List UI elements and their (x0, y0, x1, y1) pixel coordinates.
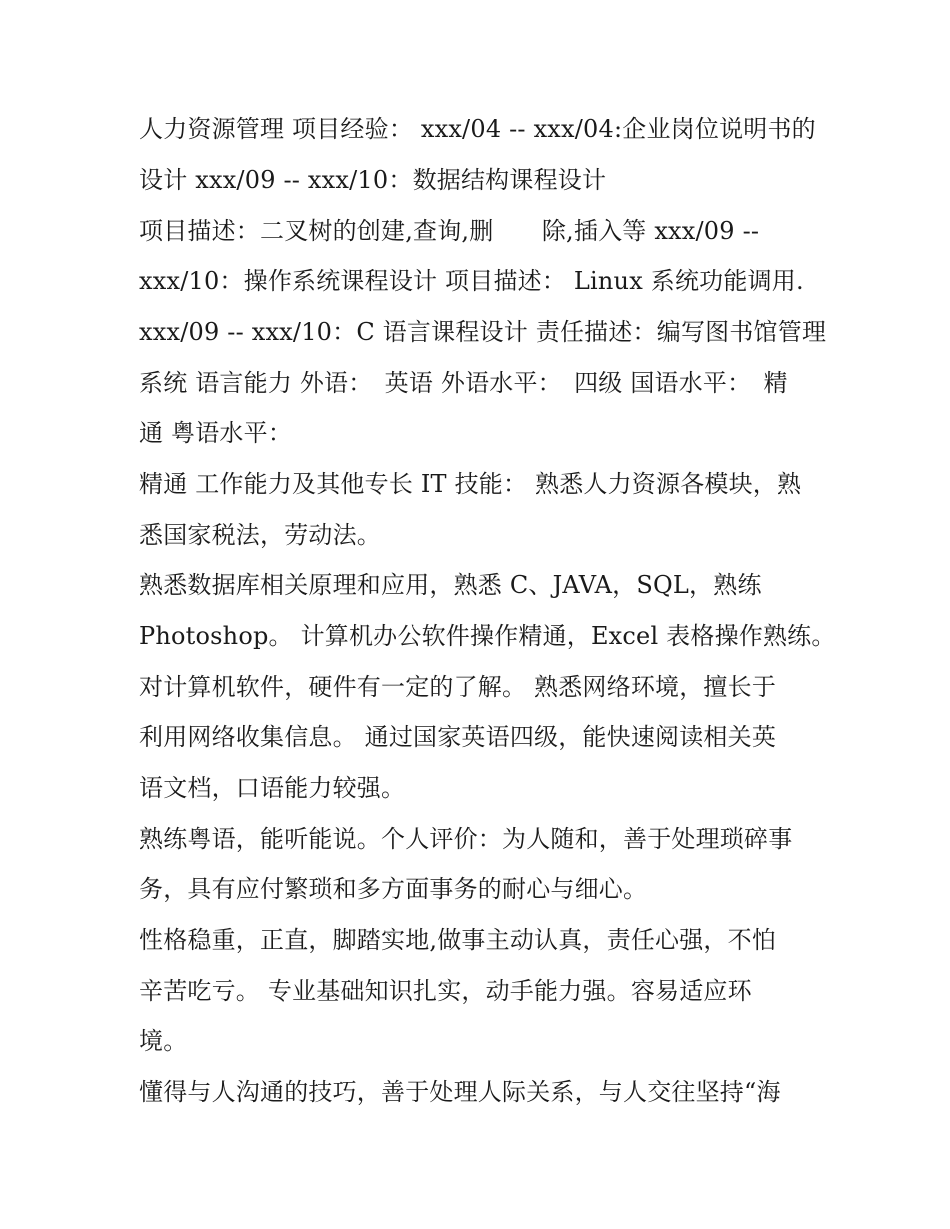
text-line: 对计算机软件，硬件有一定的了解。 熟悉网络环境，擅长于 (139, 673, 777, 701)
text-line: xxx/09 -- xxx/10：C 语言课程设计 责任描述：编写图书馆管理 (139, 318, 827, 346)
text-line: 悉国家税法，劳动法。 (139, 521, 381, 549)
text-line: 语文档，口语能力较强。 (139, 774, 406, 802)
text-line: 性格稳重，正直，脚踏实地,做事主动认真，责任心强，不怕 (139, 926, 777, 954)
text-line: 通 粤语水平： (139, 419, 293, 447)
text-line: 系统 语言能力 外语： 英语 外语水平： 四级 国语水平： 精 (139, 369, 788, 397)
text-line: 辛苦吃亏。 专业基础知识扎实，动手能力强。容易适应环 (139, 977, 752, 1005)
text-line: 人力资源管理 项目经验： xxx/04 -- xxx/04:企业岗位说明书的 (139, 115, 816, 143)
text-line: 务，具有应付繁琐和多方面事务的耐心与细心。 (139, 875, 648, 903)
text-line: xxx/10：操作系统课程设计 项目描述： Linux 系统功能调用. (139, 267, 804, 295)
text-line: 设计 xxx/09 -- xxx/10：数据结构课程设计 (139, 166, 607, 194)
text-line: 项目描述：二叉树的创建,查询,删 除,插入等 xxx/09 -- (139, 217, 760, 245)
text-line: 熟悉数据库相关原理和应用，熟悉 C、JAVA，SQL，熟练 (139, 571, 762, 599)
text-line: 懂得与人沟通的技巧，善于处理人际关系，与人交往坚持“海 (139, 1078, 781, 1106)
text-line: 精通 工作能力及其他专长 IT 技能： 熟悉人力资源各模块，熟 (139, 470, 802, 498)
text-line: 熟练粤语，能听能说。个人评价：为人随和，善于处理琐碎事 (139, 825, 793, 853)
text-line: 利用网络收集信息。 通过国家英语四级，能快速阅读相关英 (139, 723, 777, 751)
text-line: Photoshop。 计算机办公软件操作精通，Excel 表格操作熟练。 (139, 622, 836, 650)
text-line: 境。 (139, 1027, 188, 1055)
